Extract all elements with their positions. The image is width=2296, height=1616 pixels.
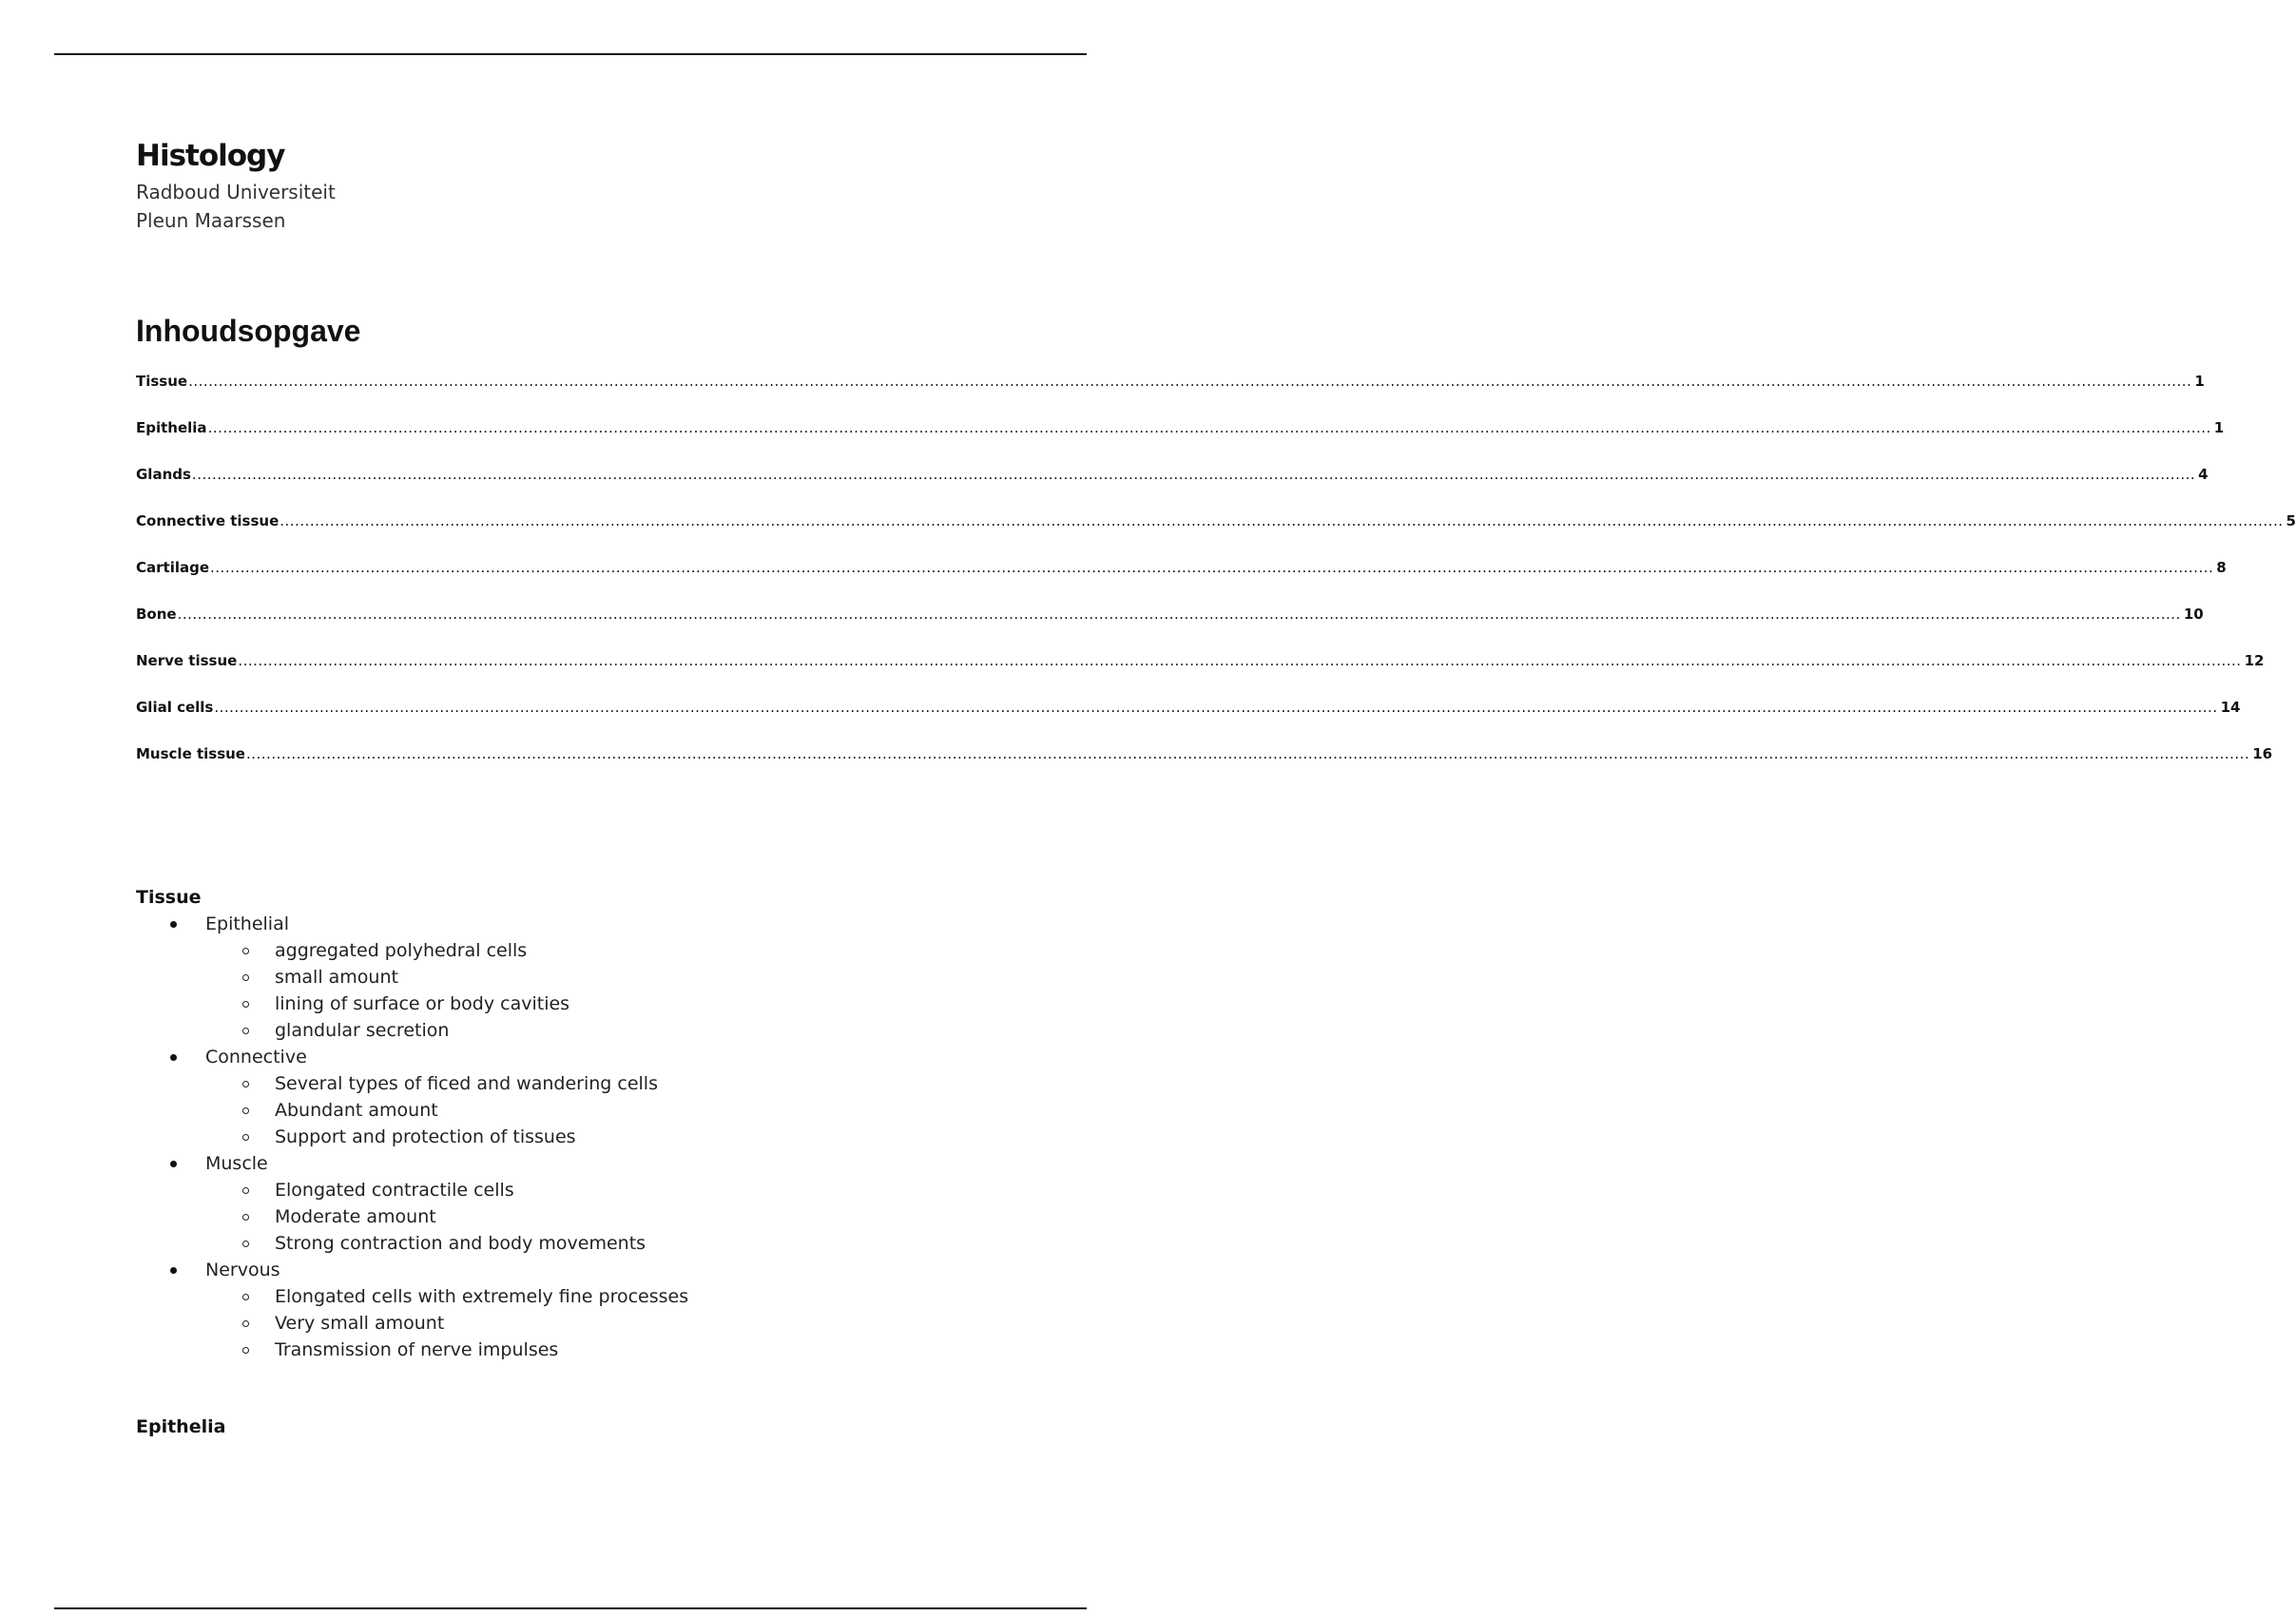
toc-entry-connective-tissue[interactable] [136,512,2296,559]
toc-entry-glands[interactable] [136,466,2209,512]
toc-entry-page: 16 [2252,745,2273,762]
toc-entry-label: Bone [136,606,177,623]
author-name: Pleun Maarssen [136,209,286,232]
toc-entry-label: Muscle tissue [136,745,245,762]
toc-entry-muscle-tissue[interactable] [136,745,2273,792]
toc-entry-page: 10 [2183,606,2204,623]
list-item-label: Muscle [205,1153,268,1174]
circle-bullet-icon [242,1187,249,1194]
toc-entry-page: 4 [2198,466,2209,483]
toc-dot-leader: ................................................................................................................................................................................................................................................................................................................................................................................................................ [207,419,2211,436]
toc-entry-nerve-tissue[interactable] [136,652,2265,699]
sub-item-label: Elongated cells with extremely fine processes [275,1286,689,1307]
list-item-label: Epithelial [205,914,290,934]
bullet-icon [170,1267,177,1274]
bullet-icon [170,1161,177,1167]
table-of-contents [136,373,2296,792]
toc-heading: Inhoudsopgave [136,314,361,348]
toc-entry-page: 8 [2216,559,2227,576]
toc-entry-label: Nerve tissue [136,652,238,669]
toc-entry-page: 14 [2220,699,2241,716]
bullet-icon [170,1054,177,1061]
toc-entry-label: Glands [136,466,191,483]
toc-dot-leader: ................................................................................................................................................................................................................................................................................................................................................................................................................ [238,652,2242,669]
toc-dot-leader: ................................................................................................................................................................................................................................................................................................................................................................................................................ [191,466,2196,483]
toc-dot-leader: ................................................................................................................................................................................................................................................................................................................................................................................................................ [214,699,2218,716]
circle-bullet-icon [242,1320,249,1327]
sub-item-label: Abundant amount [275,1100,438,1121]
toc-dot-leader: ................................................................................................................................................................................................................................................................................................................................................................................................................ [210,559,2214,576]
sub-item-label: glandular secretion [275,1020,450,1041]
sub-item-label: Transmission of nerve impulses [275,1339,559,1360]
tissue-heading: Tissue [136,887,202,908]
circle-bullet-icon [242,1294,249,1300]
toc-entry-label: Cartilage [136,559,210,576]
toc-entry-label: Epithelia [136,419,207,436]
circle-bullet-icon [242,1347,249,1354]
epithelia-heading: Epithelia [136,1416,226,1437]
toc-dot-leader: ................................................................................................................................................................................................................................................................................................................................................................................................................ [188,373,2192,390]
circle-bullet-icon [242,974,249,981]
toc-entry-label: Glial cells [136,699,214,716]
footer-rule [54,1607,1087,1609]
toc-dot-leader: ................................................................................................................................................................................................................................................................................................................................................................................................................ [245,745,2250,762]
toc-entry-bone[interactable] [136,606,2204,652]
toc-entry-label: Tissue [136,373,188,390]
sub-item-label: Moderate amount [275,1206,436,1227]
sub-item-label: aggregated polyhedral cells [275,940,528,961]
circle-bullet-icon [242,1001,249,1008]
sub-item-label: Strong contraction and body movements [275,1233,646,1254]
toc-entry-page: 12 [2244,652,2265,669]
toc-dot-leader: ................................................................................................................................................................................................................................................................................................................................................................................................................ [177,606,2181,623]
sub-item-label: Support and protection of tissues [275,1126,576,1147]
circle-bullet-icon [242,1241,249,1247]
circle-bullet-icon [242,1214,249,1221]
header-rule [54,53,1087,55]
sub-item-label: Several types of ficed and wandering cells [275,1073,658,1094]
sub-item-label: Elongated contractile cells [275,1180,514,1201]
sub-item-label: Very small amount [275,1313,445,1334]
toc-entry-epithelia[interactable] [136,419,2225,466]
circle-bullet-icon [242,948,249,954]
toc-entry-glial-cells[interactable] [136,699,2241,745]
toc-entry-cartilage[interactable] [136,559,2227,606]
circle-bullet-icon [242,1107,249,1114]
toc-entry-page: 1 [2213,419,2225,436]
circle-bullet-icon [242,1081,249,1087]
sub-item-label: small amount [275,967,398,988]
document-title: Histology [136,139,285,173]
toc-entry-page: 1 [2194,373,2205,390]
university-name: Radboud Universiteit [136,181,336,203]
list-item-label: Connective [205,1047,307,1068]
toc-entry-label: Connective tissue [136,512,280,529]
toc-dot-leader: ................................................................................................................................................................................................................................................................................................................................................................................................................ [280,512,2284,529]
list-item-label: Nervous [205,1260,280,1280]
circle-bullet-icon [242,1028,249,1034]
circle-bullet-icon [242,1134,249,1141]
toc-entry-tissue[interactable] [136,373,2205,419]
toc-entry-page: 5 [2286,512,2296,529]
bullet-icon [170,921,177,928]
sub-item-label: lining of surface or body cavities [275,993,570,1014]
